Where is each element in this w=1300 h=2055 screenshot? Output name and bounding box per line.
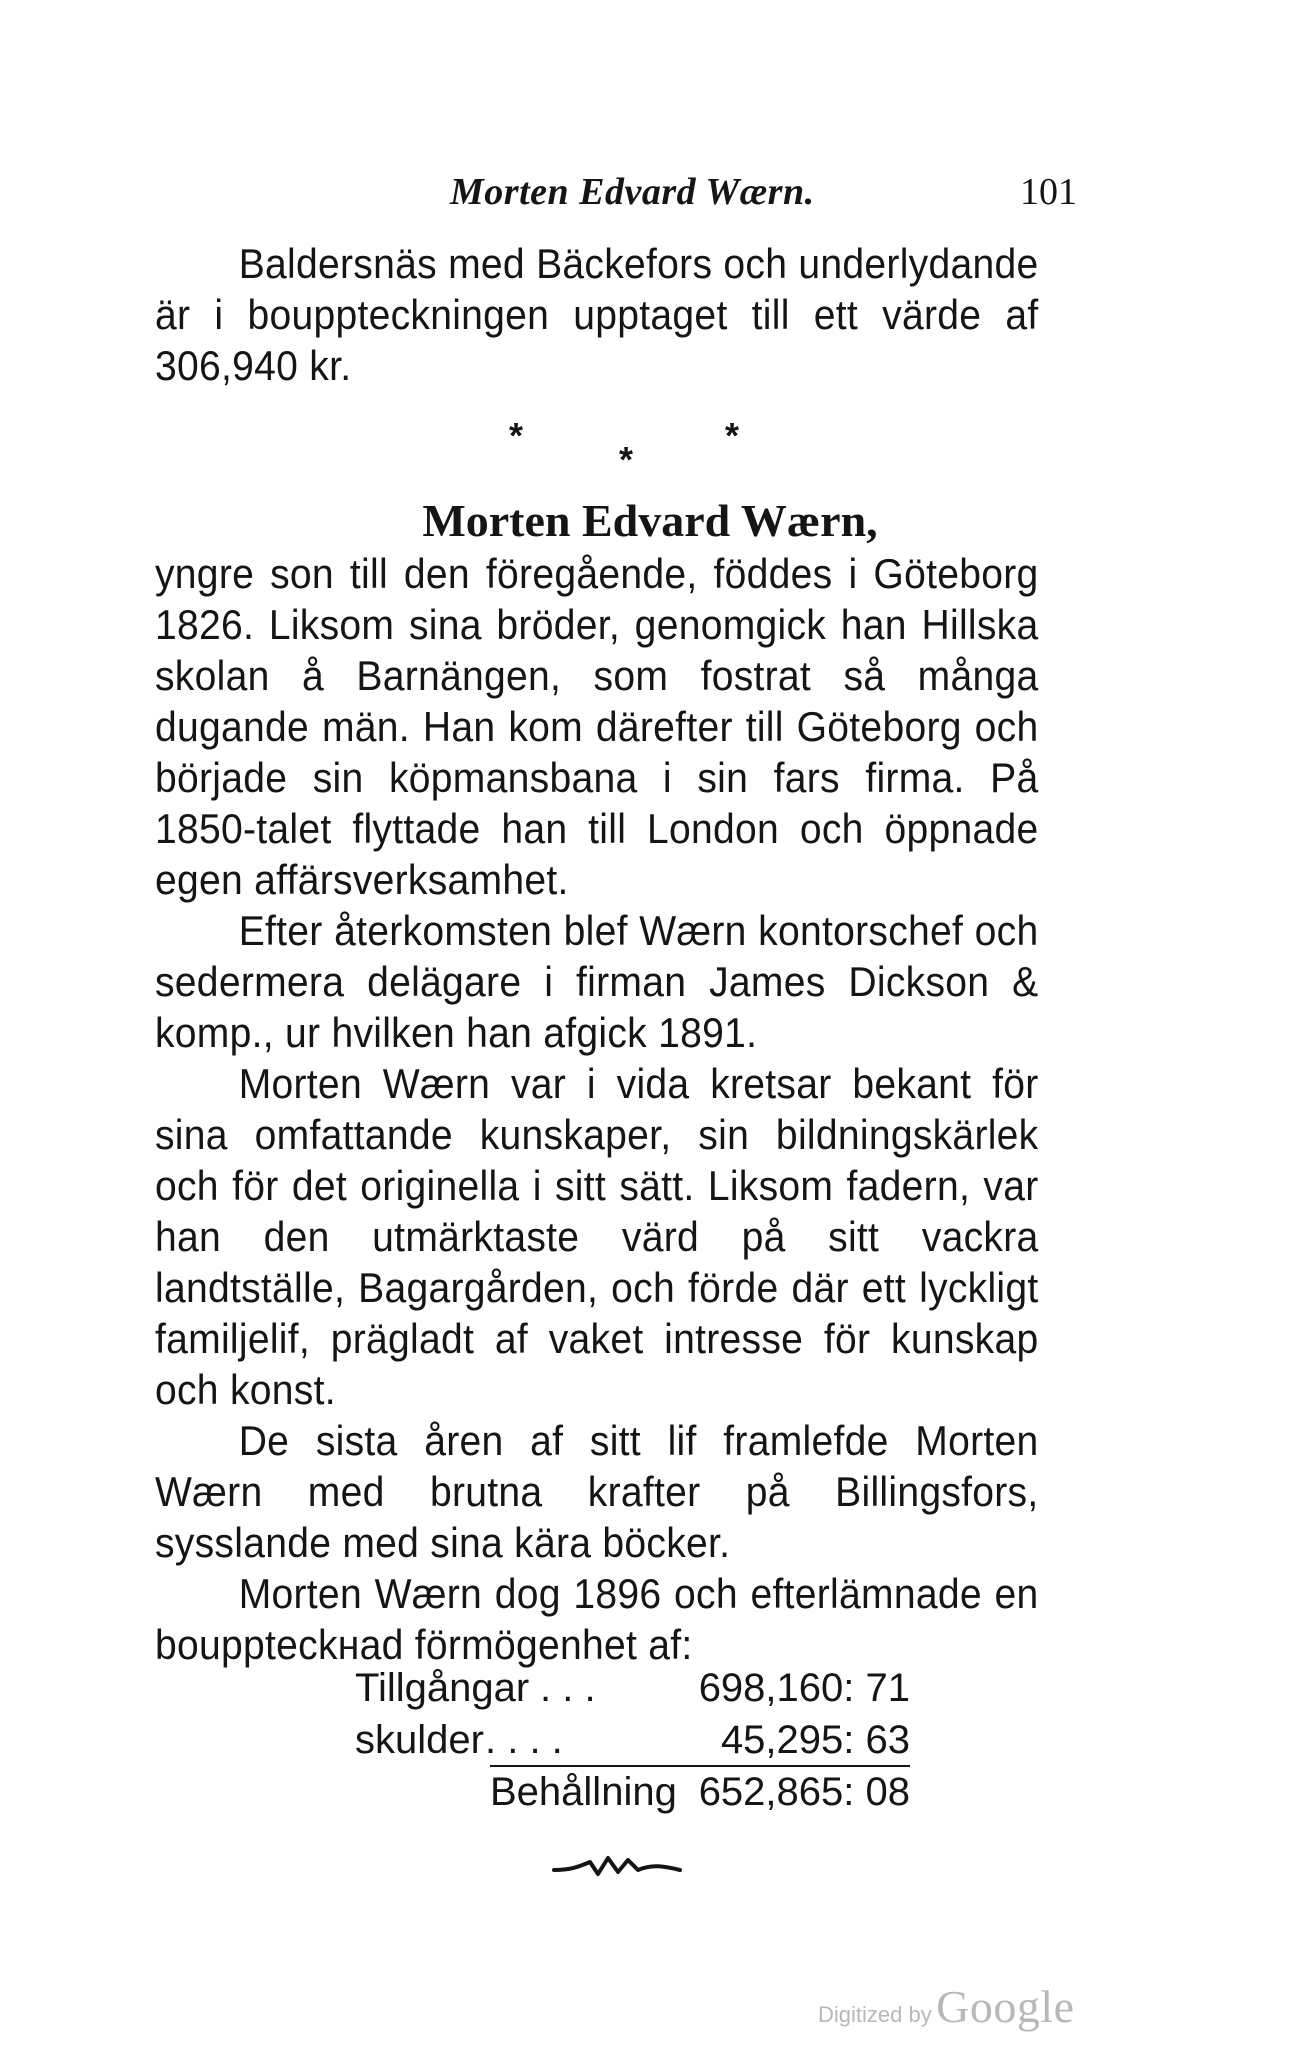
opening-paragraph-block (155, 238, 1039, 391)
running-head (0, 170, 1300, 216)
ledger-leader-dots: . . . . (485, 1718, 563, 1762)
ledger-value: 698,160: 71 (698, 1666, 910, 1710)
paragraph-birth-and-career: yngre son till den föregående, föddes i Göteborg 1826. Liksom sina bröder, genomgick han Hillska skolan å Barnängen, som fostrat så många dugande män. Han kom därefter till Göteborg och började sin köpmansbana i sin fars firma. På 1850-talet flyttade han till London och öppnade egen affärsverksamhet. (155, 550, 1039, 903)
page-number: 101 (1020, 171, 1077, 213)
asterism-star-center: * (619, 439, 634, 480)
paragraph-final-years: De sista åren af sitt lif framlefde Morten Wærn med brutna krafter på Billingsfors, sysslande med sina kära böcker. (155, 1417, 1039, 1566)
opening-paragraph: Baldersnäs med Bäckefors och underlydande är i bouppteckningen upptaget till ett värde af 306,940 kr. (155, 240, 1039, 389)
paragraph-partnership: Efter återkomsten blef Wærn kontorschef och sedermera delägare i firman James Dickson & komp., ur hvilken han afgick 1891. (155, 907, 1039, 1056)
digitized-by-google-watermark (818, 1980, 1075, 2033)
estate-ledger (350, 1662, 910, 1818)
end-ornament-icon (552, 1846, 702, 1886)
paragraph-estate: Morten Wærn dog 1896 och efterlämnade en bouppteckнad förmögenhet af: (155, 1570, 1039, 1668)
asterism (0, 415, 1300, 480)
ledger-row-balance (350, 1766, 910, 1818)
running-title: Morten Edvard Wærn. (450, 171, 815, 213)
ledger-row-debts (350, 1714, 910, 1766)
body-text (155, 548, 1039, 1670)
ledger-label: skulder (355, 1718, 484, 1762)
asterism-star-left: * (509, 415, 524, 456)
section-heading: Morten Edvard Wærn, (422, 495, 878, 546)
paragraph-character: Morten Wærn var i vida kretsar bekant för sina omfattande kunskaper, sin bildningskärlek och för det originella i sitt sätt. Liksom fadern, var han den utmärktaste värd på sitt vackra landtställe, Bagargården, och förde där ett lyckligt familjelif, prägladt af vaket intresse för kunskap och konst. (155, 1060, 1039, 1413)
watermark-prefix: Digitized by (818, 2002, 932, 2027)
watermark-brand: Google (936, 1981, 1075, 2032)
ledger-value: 45,295: 63 (720, 1718, 910, 1762)
ledger-row-assets (350, 1662, 910, 1714)
ledger-label: Behållning (490, 1770, 677, 1814)
ledger-leader-dots: . . . (540, 1666, 596, 1710)
asterism-star-right: * (725, 415, 740, 456)
ledger-value: 652,865: 08 (698, 1770, 910, 1814)
ledger-label: Tillgångar (355, 1666, 530, 1710)
